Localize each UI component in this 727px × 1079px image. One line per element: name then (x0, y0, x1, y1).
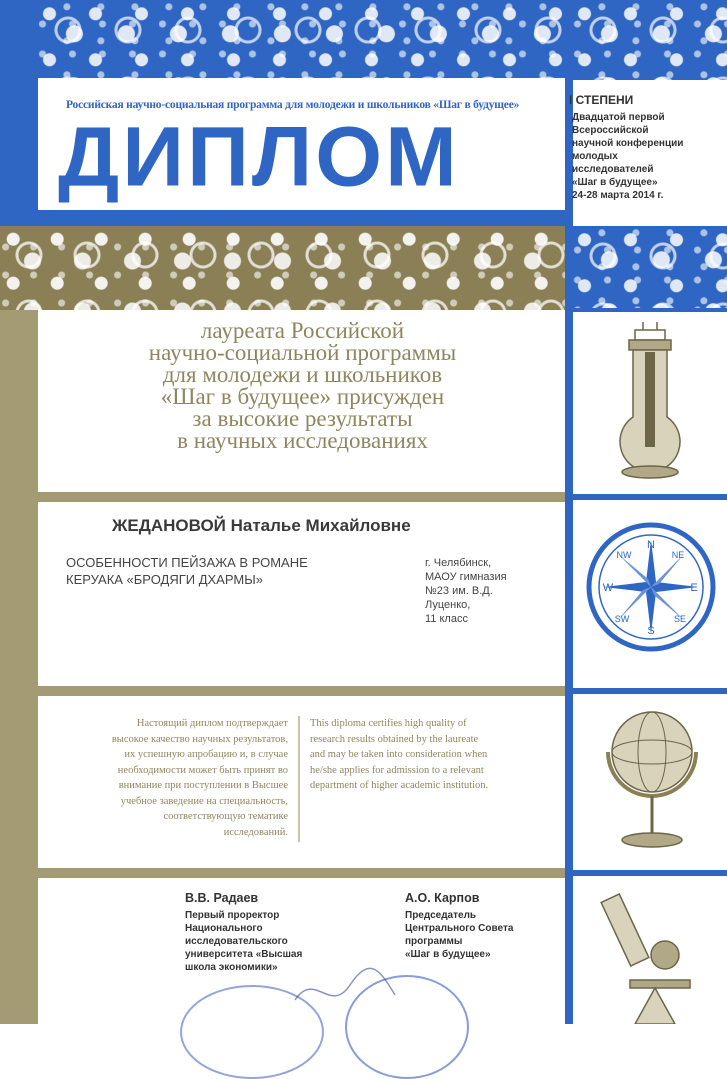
cert-en-line: and may be taken into consideration when (310, 749, 488, 760)
signature-karpov (405, 892, 513, 961)
blue-separator-right-1 (573, 494, 727, 500)
compass-label: SE (673, 614, 687, 624)
award-line: лауреата Российской (200, 318, 405, 343)
topic-line: ОСОБЕННОСТИ ПЕЙЗАЖА В РОМАНЕ (66, 555, 308, 570)
cert-ru-line: их успешную апробацию и, в случае (124, 749, 288, 760)
signer-title-line: Национального (185, 923, 263, 934)
signer-title-line: Центрального Совета (405, 923, 514, 934)
conference-line: Всероссийской (572, 125, 649, 136)
cert-ru-line: учебное заведение на специальность, (120, 795, 288, 807)
signer-title-line: исследовательского (185, 936, 288, 947)
blue-separator-right-3 (573, 870, 727, 876)
program-line: Российская научно-социальная программа для молодежи и школьников «Шаг в будущее» (66, 99, 520, 111)
award-line: «Шаг в будущее» присужден (160, 384, 445, 409)
right-blue-line (573, 308, 727, 312)
cert-en-line: he/she applies for admission to a relevant (310, 764, 484, 776)
degree-label: I СТЕПЕНИ (569, 93, 634, 107)
signer-title-line: университета «Высшая (185, 949, 303, 960)
cert-ru-line: необходимости может быть принят во (117, 764, 288, 776)
compass-illustration (584, 520, 718, 654)
location-line: 11 класс (425, 613, 468, 625)
cert-ru-line: соответствующую тематике (163, 811, 288, 822)
award-line: в научных исследованиях (177, 428, 428, 453)
conference-line: Двадцатой первой (572, 112, 665, 123)
conference-line: исследователей (572, 164, 654, 175)
compass-label: W (602, 582, 614, 594)
cert-en-line: research results obtained by the laureate (310, 733, 479, 745)
award-line: для молодежи и школьников (162, 362, 443, 387)
location-line: Луценко, (425, 599, 471, 611)
diploma-title: ДИПЛОМ (58, 109, 460, 205)
microscope-illustration (585, 885, 715, 1024)
compass-label: SW (614, 614, 630, 624)
cert-ru-line: высокое качество научных результатов, (111, 733, 288, 745)
location-line: г. Челябинск, (425, 557, 492, 569)
left-blue-stripe (0, 0, 38, 230)
cert-en-line: This diploma certifies high quality of (310, 718, 467, 729)
compass-label: E (690, 582, 698, 594)
cert-ru-line: исследований. (223, 826, 288, 838)
location-line: №23 им. В.Д. (425, 585, 493, 597)
compass-label: NW (616, 550, 632, 560)
award-line: научно-социальной программы (148, 340, 457, 365)
left-gold-stripe (0, 310, 38, 1024)
blue-separator-right-2 (573, 688, 727, 694)
signature-radaev (185, 892, 302, 974)
signer-title-line: «Шаг в будущее» (405, 949, 491, 960)
compass-label: S (647, 625, 655, 637)
location-school (425, 556, 507, 626)
signer-title-line: Председатель (405, 910, 477, 921)
signer-title-line: Первый проректор (185, 910, 280, 921)
location-line: МАОУ гимназия (425, 571, 507, 583)
certification-ru (48, 716, 288, 840)
research-topic (66, 554, 308, 588)
conference-line: 24-28 марта 2014 г. (572, 190, 664, 201)
flask-illustration (595, 322, 705, 487)
conference-line: молодых (572, 151, 618, 162)
gold-separator-3 (0, 868, 565, 878)
cert-en-line: department of higher academic institution. (310, 780, 489, 791)
cert-divider (298, 716, 300, 842)
gold-separator-2 (0, 686, 565, 696)
top-ornament (38, 0, 565, 78)
topic-line: КЕРУАКА «БРОДЯГИ ДХАРМЫ» (66, 572, 263, 587)
cert-ru-line: внимание при поступлении в Высшее (118, 780, 288, 791)
conference-info (572, 111, 722, 202)
signature-scribble (290, 960, 400, 1020)
compass-label: NE (671, 550, 685, 560)
right-blue-ornament (573, 226, 727, 308)
conference-line: «Шаг в будущее» (572, 177, 658, 188)
gold-separator-1 (0, 492, 565, 502)
cert-ru-line: Настоящий диплом подтверждает (136, 718, 288, 729)
conference-line: научной конференции (572, 138, 684, 149)
top-right-ornament (573, 0, 727, 80)
title-blue-band (0, 210, 565, 226)
compass-label: N (647, 539, 655, 551)
globe-illustration (592, 700, 712, 860)
award-text (40, 320, 565, 452)
award-line: за высокие результаты (192, 406, 413, 431)
certification-en (310, 716, 560, 794)
recipient-name: ЖЕДАНОВОЙ Наталье Михайловне (112, 516, 411, 535)
signer-name: А.О. Карпов (405, 891, 480, 905)
signer-title-line: программы (405, 936, 463, 947)
signer-name: В.В. Радаев (185, 891, 259, 905)
gold-ornament (0, 226, 565, 310)
signer-title-line: школа экономики» (185, 962, 278, 973)
